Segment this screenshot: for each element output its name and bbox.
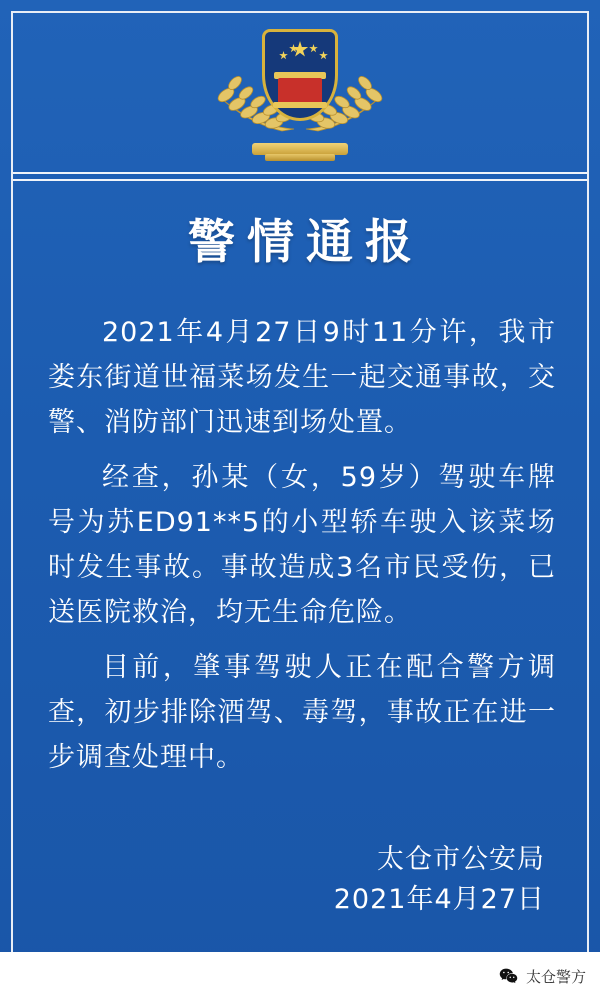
signature-issuer: 太仓市公安局 bbox=[377, 844, 545, 875]
wechat-account-name: 太仓警方 bbox=[525, 967, 586, 986]
emblem-star-4 bbox=[319, 51, 328, 60]
notice-paragraph-3: 目前，肇事驾驶人正在配合警方调查，初步排除酒驾、毒驾，事故正在进一步调查处理中。 bbox=[48, 652, 556, 773]
emblem-base-bar-lower bbox=[265, 154, 335, 161]
wechat-icon bbox=[498, 966, 519, 987]
notice-paragraph-2: 经查，孙某（女，59岁）驾驶车牌号为苏ED91**5的小型轿车驶入该菜场时发生事故。事故造成3名市民受伤，已送医院救治，均无生命危险。 bbox=[48, 462, 556, 628]
signature-date: 2021年4月27日 bbox=[333, 884, 545, 915]
emblem-gate-base bbox=[273, 102, 327, 108]
divider-line-top bbox=[13, 172, 587, 174]
emblem-shield bbox=[262, 29, 338, 121]
emblem-gate bbox=[272, 72, 328, 112]
emblem-star-1 bbox=[279, 51, 288, 60]
divider-line-bottom bbox=[13, 179, 587, 181]
notice-paragraph-1: 2021年4月27日9时11分许，我市娄东街道世福菜场发生一起交通事故，交警、消防部门迅速到场处置。 bbox=[48, 317, 556, 438]
wechat-account-badge[interactable] bbox=[498, 966, 586, 987]
page-title: 警情通报 bbox=[188, 215, 424, 270]
notice-body bbox=[48, 310, 556, 790]
emblem-star-3 bbox=[309, 44, 318, 53]
emblem-gate-body bbox=[278, 78, 322, 104]
chinese-police-emblem-icon bbox=[200, 21, 400, 161]
signature-block bbox=[125, 840, 545, 920]
emblem-container bbox=[0, 16, 600, 166]
footer-bar bbox=[0, 952, 600, 1000]
